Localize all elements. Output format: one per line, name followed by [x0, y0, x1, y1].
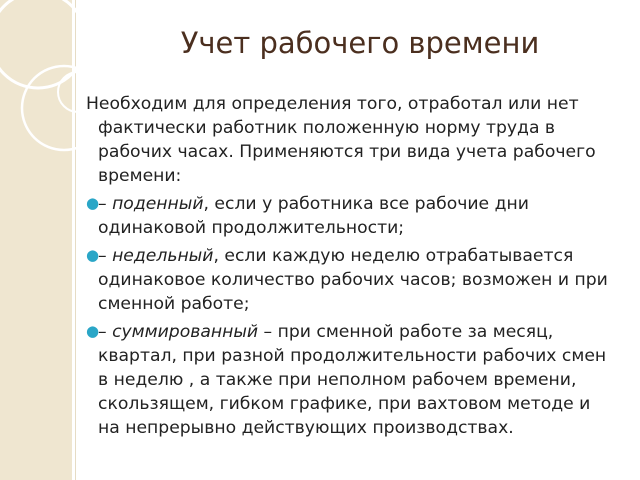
bullet-dash: –: [98, 246, 113, 266]
list-item-summarized: [86, 320, 616, 440]
bullet-icon: ●: [86, 194, 100, 212]
intro-paragraph: Необходим для определения того, отработал или нет фактически работник положенную норму труда в рабочих часах. Применяются три вида учета рабочего времени:: [86, 94, 596, 186]
term-daily: поденный: [112, 194, 204, 214]
bullet-icon: ●: [86, 246, 100, 264]
decorative-circle-large: [0, 0, 86, 88]
list-item-weekly: [86, 244, 616, 316]
list-item-daily: [86, 192, 616, 240]
slide-title: Учет рабочего времени: [180, 26, 540, 60]
bullet-dash: –: [98, 322, 113, 342]
bullet-text: , если каждую неделю отрабатывается одинаковое количество рабочих часов; возможен и при сменной работе;: [98, 246, 608, 314]
bullet-text: , если у работника все рабочие дни одинаковой продолжительности;: [98, 194, 529, 238]
term-summarized: суммированный: [112, 322, 259, 342]
bullet-icon: ●: [86, 322, 100, 340]
content-body: [86, 92, 616, 444]
term-weekly: недельный: [112, 246, 214, 266]
bullet-dash: –: [98, 194, 113, 214]
bullet-text: – при сменной работе за месяц, квартал, при разной продолжительности рабочих смен в неделю , а также при неполном рабочем времени, скользящем, гибком графике, при вахтовом методе и на непрерывно действующих производствах.: [98, 322, 607, 438]
